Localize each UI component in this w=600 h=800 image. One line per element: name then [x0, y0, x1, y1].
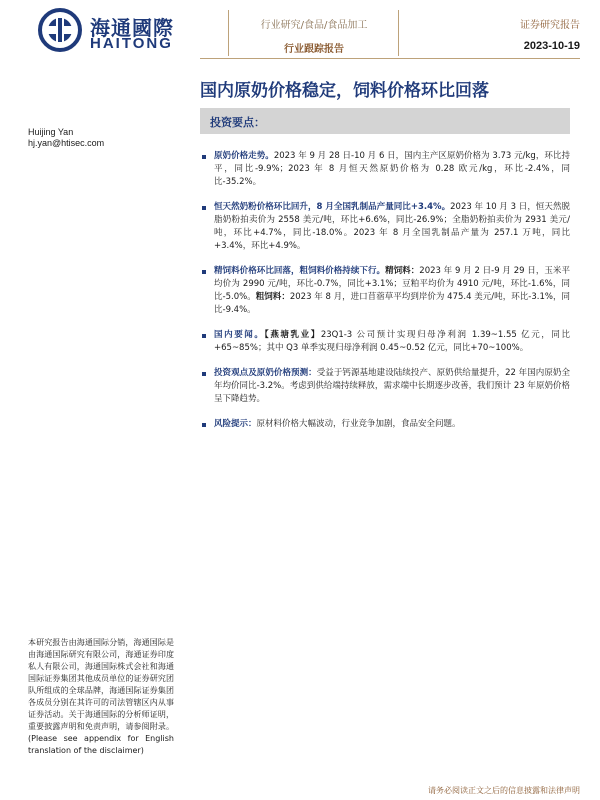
bullet-lead: 国内要闻。 — [214, 330, 265, 340]
bullet-text: 2023 年 10 月 3 日，恒天然脱脂奶粉拍卖价为 2558 美元/吨，环比+6.6%，同比-26.9%；全脂奶粉拍卖价为 2931 美元/吨，环比+4.7%，同比-18.0%。2023 年 8 月全国乳制品产量为 257.1 万吨，同比+3.4%，环比+4.9%。 — [214, 202, 570, 251]
bullet-text: 原材料价格大幅波动，行业竞争加剧，食品安全问题。 — [256, 419, 461, 429]
bullet-square-icon — [202, 155, 206, 159]
summary-header-bar — [200, 108, 570, 134]
bullet-text: 2023 年 8 月，进口苜蓿草平均到岸价为 475.4 美元/吨，环比-3.1%，同比-9.4%。 — [214, 292, 570, 315]
footer-notice: 请务必阅读正文之后的信息披露和法律声明 — [428, 786, 580, 795]
author-email: hj.yan@htisec.com — [28, 138, 105, 148]
bullet-lead: 恒天然奶粉价格环比回升，8 月全国乳制品产量同比+3.4%。 — [214, 202, 451, 212]
bullet-square-icon — [202, 270, 206, 274]
list-item — [200, 329, 570, 355]
bullet-text: 23Q1-3 公司预计实现归母净利润 1.39~1.55 亿元，同比+65~85%；其中 Q3 单季实现归母净利润 0.45~0.52 亿元，同比+70~100%。 — [214, 330, 570, 353]
key-points-list — [200, 150, 570, 443]
bullet-square-icon — [202, 206, 206, 210]
summary-label: 投资要点： — [210, 116, 265, 129]
list-item — [200, 201, 570, 253]
bullet-lead: 风险提示： — [214, 419, 257, 429]
header-divider-right — [398, 10, 399, 56]
bullet-sublead: 精饲料： — [385, 266, 420, 276]
bullet-square-icon — [202, 334, 206, 338]
list-item — [200, 418, 570, 431]
bullet-text: 受益于钙源基地建设陆续投产、原奶供给量提升，22 年国内原奶全年均价同比-3.2%。考虑到供给端持续释放，需求端中长期逐步改善，我们预计 23 年原奶价格呈下降趋势。 — [214, 368, 570, 404]
report-brand: 证券研究报告 — [520, 20, 580, 31]
report-type: 行业跟踪报告 — [284, 44, 344, 55]
bullet-lead: 投资观点及原奶价格预测： — [214, 368, 317, 378]
bullet-text: 2023 年 9 月 2 日-9 月 29 日，玉米平均价为 2990 元/吨，环比-0.7%，同比+3.1%；豆粕平均价为 4910 元/吨，环比-1.6%，同比-5.0%。 — [214, 266, 570, 302]
author-name: Huijing Yan — [28, 127, 74, 137]
author-block — [28, 127, 104, 149]
header-rule — [200, 58, 580, 59]
haitong-logo-icon — [38, 8, 82, 52]
logo-text-en: HAITONG — [90, 35, 173, 52]
header-divider-left — [228, 10, 229, 56]
bullet-lead: 精饲料价格环比回落，粗饲料价格持续下行。 — [214, 266, 386, 276]
logo-text-cn: 海通國際 — [90, 16, 174, 40]
disclaimer-text: 本研究报告由海通国际分销，海通国际是由海通国际研究有限公司，海通证券印度私人有限公司，海通国际株式会社和海通国际证券集团其他成员单位的证券研究团队所组成的全球品牌，海通国际证券集团各成员分别在其许可的司法管辖区内从事证券活动。关于海通国际的分析师证明，重要披露声明和免责声明，请参阅附录。(Please see appendix for English translation of the disclaimer) — [28, 638, 174, 755]
bullet-lead: 原奶价格走势。 — [214, 151, 274, 161]
bullet-sublead: 粗饲料： — [255, 292, 290, 302]
bullet-square-icon — [202, 423, 206, 427]
page-title: 国内原奶价格稳定，饲料价格环比回落 — [200, 81, 489, 101]
report-category: 行业研究/食品/食品加工 — [260, 20, 368, 31]
bullet-text: 2023 年 9 月 28 日-10 月 6 日，国内主产区原奶价格为 3.73 元/kg，环比持平，同比-9.9%；2023 年 8 月恒天然原奶价格为 0.28 欧元/kg，环比-2.4%，同比-35.2%。 — [214, 151, 570, 187]
report-date: 2023-10-19 — [523, 40, 580, 52]
company-logo — [38, 8, 208, 52]
bullet-sublead: 【燕塘乳业】 — [264, 330, 321, 340]
bullet-square-icon — [202, 372, 206, 376]
list-item — [200, 367, 570, 406]
list-item — [200, 150, 570, 189]
list-item — [200, 265, 570, 317]
